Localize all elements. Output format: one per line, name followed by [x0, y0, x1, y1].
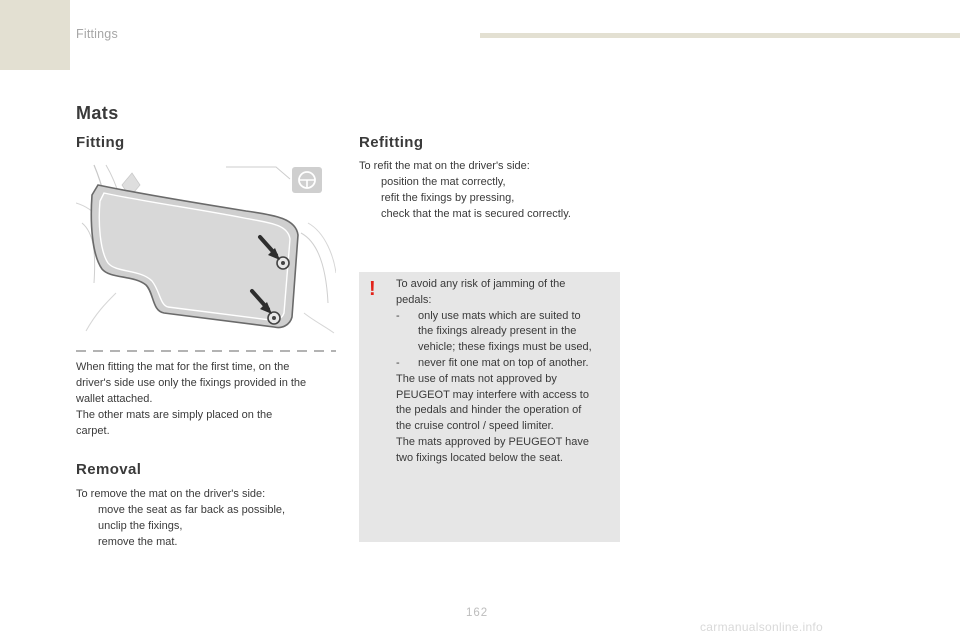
text-line: only use mats which are suited to	[418, 309, 581, 322]
list-item	[359, 190, 571, 206]
text-line: To avoid any risk of jamming of the	[396, 278, 566, 290]
warning-text	[396, 277, 616, 467]
list-item	[359, 174, 571, 190]
refitting-heading: Refitting	[359, 134, 424, 151]
list-item	[76, 518, 285, 534]
list-item	[76, 502, 285, 518]
divider-dashes	[76, 349, 336, 353]
step-marker	[359, 174, 381, 190]
step-marker	[76, 534, 98, 550]
step-text: position the mat correctly,	[381, 176, 506, 188]
step-marker	[76, 518, 98, 534]
text-line: driver's side use only the fixings provided in the	[76, 377, 307, 389]
fitting-text	[76, 359, 338, 439]
step-marker	[359, 206, 381, 222]
mat-illustration	[76, 163, 336, 335]
step-text: check that the mat is secured correctly.	[381, 208, 571, 220]
header-bar	[480, 33, 960, 38]
list-item	[76, 534, 285, 550]
page-title: Mats	[76, 103, 119, 123]
page-number: 162	[466, 607, 489, 619]
warning-item	[396, 356, 616, 372]
step-text: move the seat as far back as possible,	[98, 504, 286, 516]
step-text: refit the fixings by pressing,	[381, 192, 515, 204]
watermark: carmanualsonline.info	[700, 620, 824, 634]
section-label: Fittings	[76, 27, 118, 41]
text-line: vehicle; these fixings must be used,	[418, 341, 592, 354]
text-line: the cruise control / speed limiter.	[396, 420, 554, 433]
text-line: the pedals and hinder the operation of	[396, 404, 582, 417]
text-line: wallet attached.	[76, 393, 153, 405]
corner-block	[0, 0, 70, 70]
text-line: pedals:	[396, 293, 432, 306]
text-line: PEUGEOT may interfere with access to	[396, 388, 589, 401]
dash-marker: -	[396, 356, 400, 369]
text-line: The use of mats not approved by	[396, 372, 557, 385]
refitting-intro: To refit the mat on the driver's side:	[359, 160, 530, 172]
text-line: The other mats are simply placed on the	[76, 409, 273, 421]
text-line: two fixings located below the seat.	[396, 451, 563, 464]
removal-steps	[76, 502, 285, 550]
refitting-steps	[359, 174, 571, 222]
text-line: The mats approved by PEUGEOT have	[396, 435, 589, 448]
step-marker	[359, 190, 381, 206]
fitting-heading: Fitting	[76, 134, 125, 151]
dash-marker: -	[396, 309, 400, 322]
text-line: When fitting the mat for the first time, on the	[76, 361, 290, 373]
text-line: carpet.	[76, 425, 110, 437]
warning-item	[396, 309, 616, 356]
text-line: never fit one mat on top of another.	[418, 356, 589, 369]
step-text: unclip the fixings,	[98, 520, 183, 532]
warning-icon: !	[369, 278, 376, 300]
list-item	[359, 206, 571, 222]
removal-intro: To remove the mat on the driver's side:	[76, 488, 266, 500]
step-text: remove the mat.	[98, 536, 178, 548]
removal-heading: Removal	[76, 461, 142, 478]
text-line: the fixings already present in the	[418, 325, 577, 338]
step-marker	[76, 502, 98, 518]
